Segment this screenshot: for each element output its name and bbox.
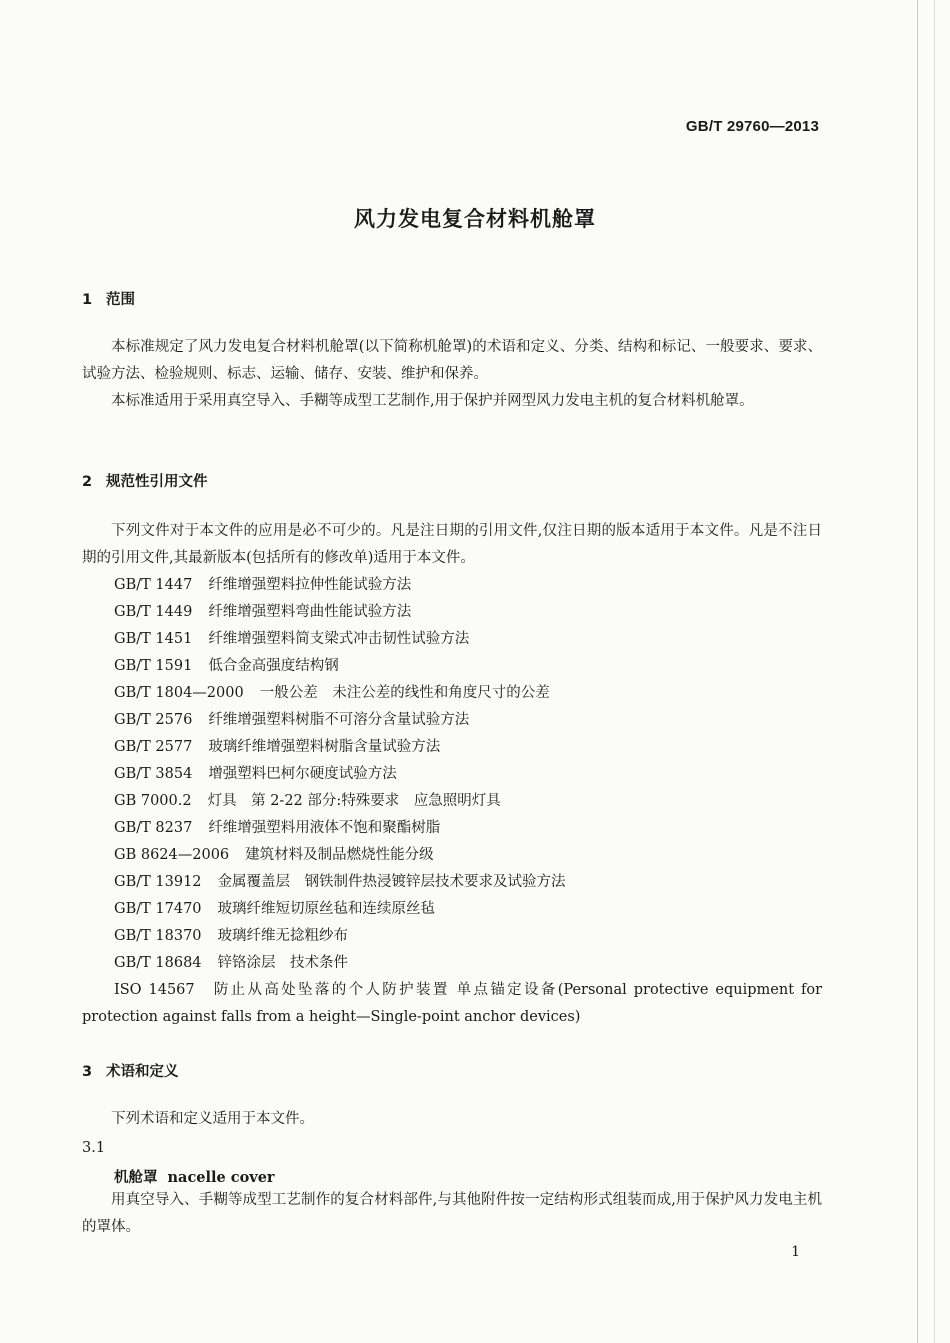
iso-reference: ISO 14567 防止从高处坠落的个人防护装置 单点锚定设备(Personal protective equipment for protection against falls from a height—Single-point anchor devices) [82, 982, 822, 1025]
section-number: 3 [82, 1064, 93, 1080]
section-2-heading [82, 470, 208, 491]
reference-item [114, 573, 411, 594]
reference-code: GB 7000.2 [114, 793, 192, 809]
reference-title: 一般公差 未注公差的线性和角度尺寸的公差 [259, 685, 550, 701]
reference-title: 玻璃纤维短切原丝毡和连续原丝毡 [217, 901, 436, 917]
reference-item [114, 762, 397, 783]
reference-item [114, 897, 435, 918]
reference-item [114, 843, 434, 864]
reference-code: GB/T 13912 [114, 874, 202, 890]
reference-code: GB/T 2576 [114, 712, 193, 728]
reference-item [114, 816, 440, 837]
reference-item [114, 708, 469, 729]
section-1-heading [82, 288, 135, 309]
reference-code: GB 8624—2006 [114, 847, 230, 863]
section-title: 规范性引用文件 [106, 474, 208, 490]
reference-title: 锌铬涂层 技术条件 [217, 955, 349, 971]
reference-title: 纤维增强塑料弯曲性能试验方法 [208, 604, 412, 620]
page-number: 1 [791, 1244, 800, 1260]
reference-code: GB/T 1804—2000 [114, 685, 244, 701]
scope-paragraph-1: 本标准规定了风力发电复合材料机舱罩(以下简称机舱罩)的术语和定义、分类、结构和标记、一般要求、要求、试验方法、检验规则、标志、运输、储存、安装、维护和保养。 [82, 339, 822, 382]
reference-item [114, 789, 501, 810]
reference-code: GB/T 1447 [114, 577, 193, 593]
reference-code: GB/T 1449 [114, 604, 193, 620]
reference-code: GB/T 3854 [114, 766, 193, 782]
reference-item [114, 870, 566, 891]
reference-code: GB/T 17470 [114, 901, 202, 917]
reference-item [114, 735, 440, 756]
reference-item [114, 627, 469, 648]
reference-code: GB/T 2577 [114, 739, 193, 755]
term-entry [114, 1166, 275, 1187]
section-number: 2 [82, 474, 93, 490]
reference-item [114, 951, 348, 972]
reference-title: 纤维增强塑料简支梁式冲击韧性试验方法 [208, 631, 470, 647]
reference-item [114, 681, 550, 702]
reference-item [114, 924, 348, 945]
reference-title: 纤维增强塑料用液体不饱和聚酯树脂 [208, 820, 441, 836]
reference-code: GB/T 1591 [114, 658, 193, 674]
terms-intro: 下列术语和定义适用于本文件。 [111, 1111, 314, 1127]
scan-edge-line [934, 0, 935, 1343]
section-title: 范围 [106, 292, 135, 308]
reference-item [114, 600, 411, 621]
section-3-heading [82, 1060, 179, 1081]
standard-number: GB/T 29760—2013 [685, 118, 819, 135]
reference-title: 增强塑料巴柯尔硬度试验方法 [208, 766, 397, 782]
scope-paragraph-2: 本标准适用于采用真空导入、手糊等成型工艺制作,用于保护并网型风力发电主机的复合材料机舱罩。 [111, 393, 754, 409]
clause-number: 3.1 [82, 1140, 106, 1156]
reference-title: 建筑材料及制品燃烧性能分级 [245, 847, 434, 863]
reference-code: GB/T 8237 [114, 820, 193, 836]
reference-title: 灯具 第 2-22 部分:特殊要求 应急照明灯具 [207, 793, 501, 809]
term-chinese: 机舱罩 [114, 1169, 158, 1186]
reference-item [114, 654, 339, 675]
reference-code: GB/T 18370 [114, 928, 202, 944]
section-number: 1 [82, 292, 93, 308]
reference-code: GB/T 18684 [114, 955, 202, 971]
scan-edge-line [917, 0, 918, 1343]
reference-code: GB/T 1451 [114, 631, 193, 647]
reference-title: 玻璃纤维无捻粗纱布 [217, 928, 349, 944]
reference-title: 金属覆盖层 钢铁制件热浸镀锌层技术要求及试验方法 [217, 874, 566, 890]
term-definition: 用真空导入、手糊等成型工艺制作的复合材料部件,与其他附件按一定结构形式组装而成,用于保护风力发电主机的罩体。 [82, 1192, 822, 1235]
reference-title: 纤维增强塑料树脂不可溶分含量试验方法 [208, 712, 470, 728]
term-english: nacelle cover [167, 1169, 275, 1186]
section-title: 术语和定义 [106, 1064, 179, 1080]
reference-title: 纤维增强塑料拉伸性能试验方法 [208, 577, 412, 593]
document-title: 风力发电复合材料机舱罩 [354, 207, 596, 231]
reference-title: 低合金高强度结构钢 [208, 658, 339, 674]
reference-title: 玻璃纤维增强塑料树脂含量试验方法 [208, 739, 441, 755]
normative-references-intro: 下列文件对于本文件的应用是必不可少的。凡是注日期的引用文件,仅注日期的版本适用于本文件。凡是不注日期的引用文件,其最新版本(包括所有的修改单)适用于本文件。 [82, 523, 822, 566]
